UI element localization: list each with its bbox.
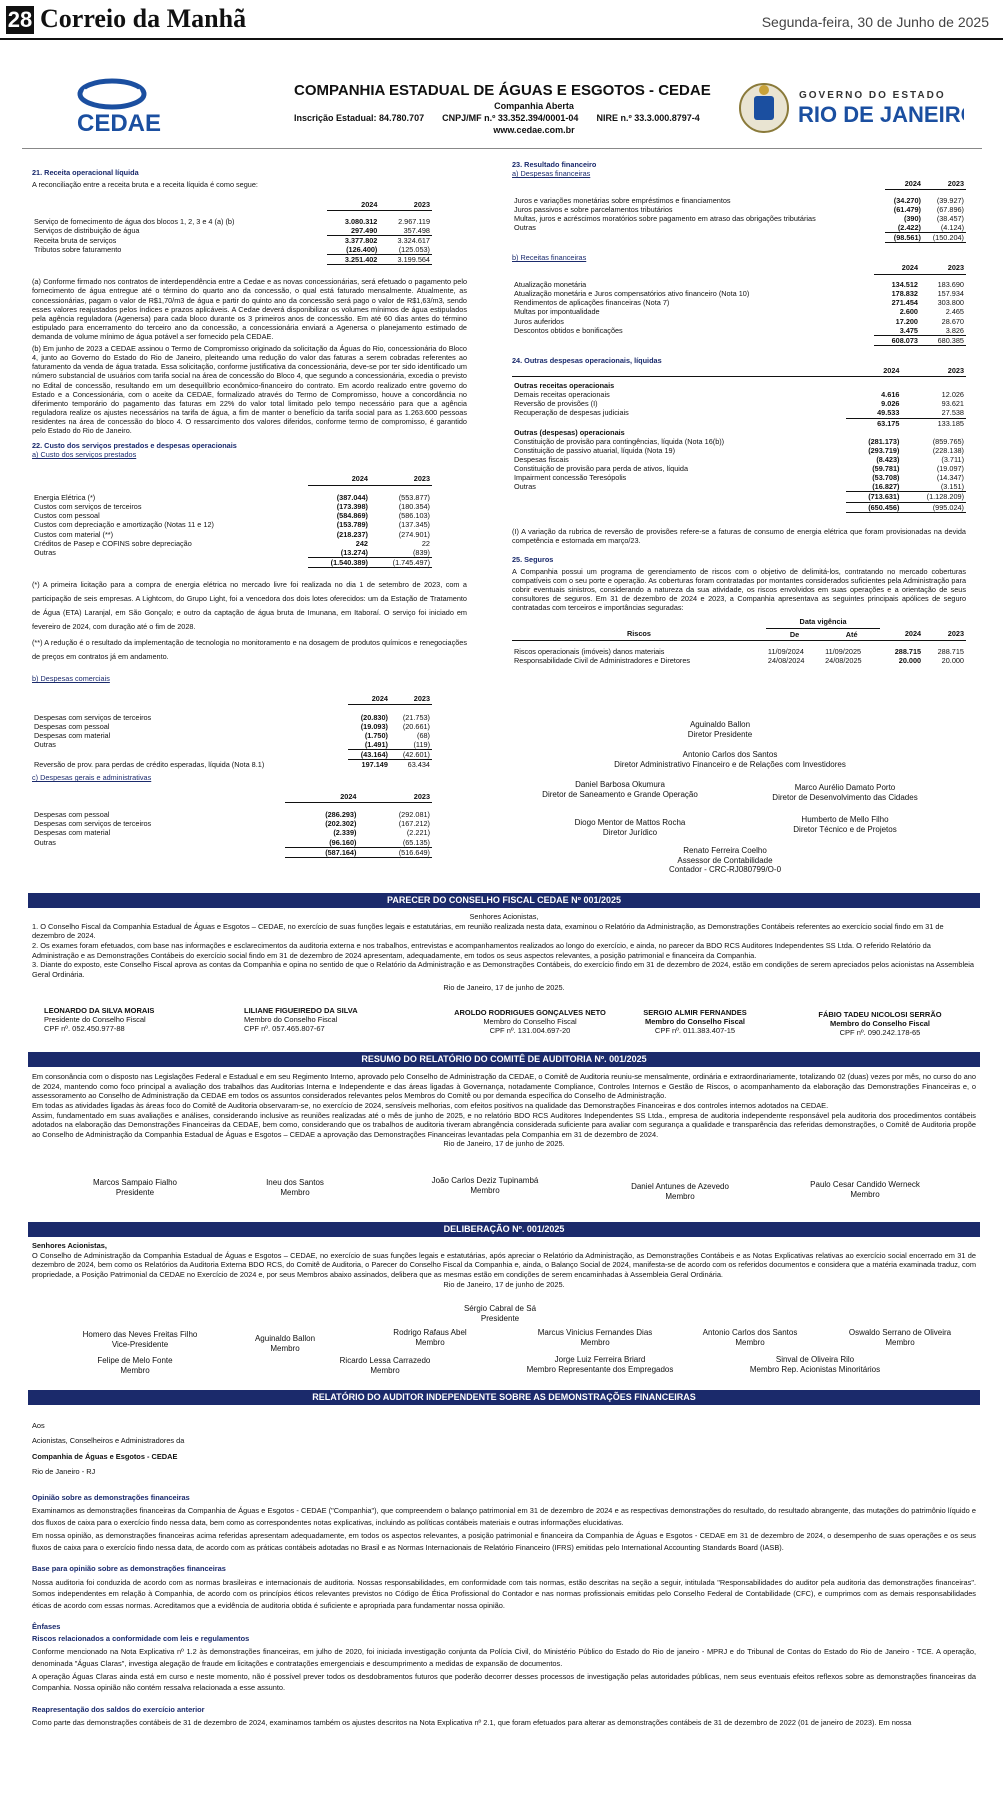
table-row: Serviço de fornecimento de água dos blocos 1, 2, 3 e 4 (a) (b) 3.080.312 2.967.119 xyxy=(34,216,430,226)
year-header: 2024 xyxy=(351,474,368,484)
cnpj: CNPJ/MF n.º 33.352.394/0001-04 xyxy=(442,113,579,123)
signature-block: Marcos Sampaio Fialho Presidente xyxy=(92,1178,178,1197)
newspaper-name: Correio da Manhã xyxy=(40,4,247,33)
signature-block: Renato Ferreira Coelho Assessor de Contabilidade Contador - CRC-RJ080799/O-0 xyxy=(668,846,782,875)
table-row: Outras (16.827) (3.151) xyxy=(514,482,964,492)
year-header: 2023 xyxy=(947,179,964,189)
note22-table-b xyxy=(32,693,432,769)
signature-block: Homero das Neves Freitas Filho Vice-Presidente xyxy=(82,1330,198,1349)
table-row: Outras (2.422) (4.124) xyxy=(514,223,964,233)
table-row: Despesas com pessoal (19.093) (20.661) xyxy=(34,721,430,731)
note23-table-a xyxy=(512,178,966,243)
signature-block: Oswaldo Serrano de Oliveira Membro xyxy=(848,1328,952,1347)
header-rule xyxy=(22,148,982,149)
signature-block: AROLDO RODRIGUES GONÇALVES NETO Membro do Conselho Fiscal CPF nº. 131.004.697-20 xyxy=(454,1008,606,1035)
table-row: Reversão de prov. para perdas de crédito esperadas, líquida (Nota 8.1) 197.149 63.434 xyxy=(34,759,430,770)
table-row: Custos com depreciação e amortização (Notas 11 e 12) (153.789) (137.345) xyxy=(34,520,430,530)
table-row: Outras (96.160) (65.135) xyxy=(34,837,430,847)
company-registry xyxy=(294,113,774,123)
table-row: Constituição de provisão para perda de ativos, líquida (59.781) (19.097) xyxy=(514,464,964,474)
table-row: Juros passivos e sobre parcelamentos tributários (61.479) (67.896) xyxy=(514,204,964,214)
year-header: 2023 xyxy=(413,694,430,704)
deliberacao-greeting: Senhores Acionistas, xyxy=(32,1241,107,1250)
note23-sub-a: a) Despesas financeiras xyxy=(512,169,591,179)
note22-table-c xyxy=(32,791,432,858)
deliberacao-date: Rio de Janeiro, 17 de junho de 2025. xyxy=(443,1279,565,1289)
table-row: (587.164) (516.649) xyxy=(32,847,432,857)
note25-text: A Companhia possui um programa de gerenciamento de riscos com o objetivo de delimitá-los, contratando no mercado coberturas compatíveis com o seu porte e operação. As coberturas foram contratadas por montantes considerados suficientes pela Administração para cobrir eventuais sinistros, considerando a natureza da sua atividade, os riscos envolvidos em suas operações e a orientação de seus consultores de seguros. Em 31 de dezembro de 2024 e 2023, a Companhia apresentava as seguintes principais apólices de seguro contratadas com terceiros e importâncias seguradas: xyxy=(512,566,966,613)
header-center xyxy=(294,82,774,135)
masthead-rule xyxy=(0,38,1003,40)
signature-block: Antonio Carlos dos Santos Membro xyxy=(702,1328,798,1347)
cedae-logo xyxy=(44,76,194,136)
note24-title: 24. Outras despesas operacionais, líquidas xyxy=(512,355,662,365)
year-header: 2023 xyxy=(413,474,430,484)
parecer-greeting: Senhores Acionistas, xyxy=(469,912,539,921)
auditor-para: Nossa auditoria foi conduzida de acordo com as normas brasileiras e internacionais de auditoria. Nossas responsabilidades, em conformidade com tais normas, estão descritas na seção a seguir, intitulada "Responsabilidades do auditor pela auditoria das demonstrações financeiras". Somos independentes em relação à Companhia, de acordo com os princípios éticos relevantes previstos no Código de Ética Profissional do Contador e nas normas profissionais emitidas pelo Conselho Federal de Contabilidade (CFC), e cumprimos com as demais responsabilidades éticas de acordo com essas normas. Acreditamos que a evidência de auditoria obtida é suficiente e apropriada para fundamentar nossa opinião. xyxy=(32,1577,976,1610)
company-header xyxy=(44,76,964,146)
auditor-addr: Rio de Janeiro - RJ xyxy=(32,1467,96,1477)
signature-block: Jorge Luiz Ferreira Briard Membro Representante dos Empregados xyxy=(526,1355,674,1374)
table-row: Despesas com pessoal (286.293) (292.081) xyxy=(34,810,430,820)
nire: NIRE n.º 33.3.000.8797-4 xyxy=(596,113,700,123)
auditor-addr: Companhia de Águas e Esgotos - CEDAE xyxy=(32,1451,178,1461)
note21-table xyxy=(32,199,432,265)
note21-title: 21. Receita operacional líquida xyxy=(32,168,139,177)
signature-block: Antonio Carlos dos Santos Diretor Administrativo Financeiro e de Relações com Investidores xyxy=(614,750,846,769)
left-column xyxy=(32,168,467,858)
signature-block: LEONARDO DA SILVA MORAIS Presidente do Conselho Fiscal CPF nº. 052.450.977-88 xyxy=(44,1006,155,1033)
signature-block: SERGIO ALMIR FERNANDES Membro do Conselho Fiscal CPF nº. 011.383.407-15 xyxy=(643,1008,747,1035)
year-header: 2024 xyxy=(901,263,918,273)
note22-sub-c: c) Despesas gerais e administrativas xyxy=(32,773,152,783)
table-row: Custos com pessoal (584.869) (586.103) xyxy=(34,511,430,521)
table-row: Despesas com material (2.339) (2.221) xyxy=(34,828,430,838)
signature-block: Ineu dos Santos Membro xyxy=(266,1178,324,1197)
auditor-para: A operação Águas Claras ainda está em curso e neste momento, não é possível prever todos os desdobramentos futuros que poderão decorrer desses processos de investigação pelas autoridades públicas, nem seus eventuais efeitos reflexos sobre as demonstrações financeiras da Companhia. Nossa opinião não contém ressalva relacionada a esse assunto. xyxy=(32,1671,976,1693)
gov-line1: GOVERNO DO ESTADO xyxy=(799,90,946,101)
table-row: 3.251.402 3.199.564 xyxy=(32,255,432,265)
auditor-banner: RELATÓRIO DO AUDITOR INDEPENDENTE SOBRE AS DEMONSTRAÇÕES FINANCEIRAS xyxy=(28,1390,980,1405)
note25-title: 25. Seguros xyxy=(512,554,554,564)
auditor-para: Examinamos as demonstrações financeiras da Companhia de Águas e Esgotos - CEDAE ("Companhia"), que compreendem o balanço patrimonial em 31 de dezembro de 2024 e as respectivas demonstrações do resultado, do resultado abrangente, das mutações do patrimônio líquido e dos fluxos de caixa para o exercício findo nessa data, bem como as correspondentes notas explicativas, incluindo as políticas contábeis materiais e outras informações elucidativas. xyxy=(32,1506,976,1527)
comite-para: Em todas as atividades ligadas às áreas foco do Comitê de Auditoria observaram-se, no exercício de 2024, sensíveis melhorias, com efeitos positivos na qualidade das Demonstrações Financeiras e dos controles internos adotados na CEDAE. xyxy=(32,1100,829,1110)
table-row: Tributos sobre faturamento (126.400) (125.053) xyxy=(34,245,430,255)
year-header: 2024 xyxy=(361,200,378,210)
auditor-para: Em nossa opinião, as demonstrações financeiras acima referidas apresentam adequadamente, em todos os aspectos relevantes, a posição patrimonial e financeira da Companhia de Águas e Esgotos - CEDAE em 31 de dezembro de 2024, o desempenho de suas operações e os seus fluxos de caixa para o exercício findo nessa data, de acordo com as práticas contábeis adotadas no Brasil e as Normas Internacionais de Relatório Financeiro (IFRS) emitidas pelo International Accounting Standards Board (IASB). xyxy=(32,1531,976,1552)
year-header: 2024 xyxy=(340,791,357,801)
note24-head2: Outras (despesas) operacionais xyxy=(514,427,625,437)
table-row: Reversão de provisões (I) 9.026 93.621 xyxy=(514,399,964,409)
note22-sub-b: b) Despesas comerciais xyxy=(32,674,110,684)
table-row: Despesas com serviços de terceiros (20.830) (21.753) xyxy=(34,712,430,722)
signature-block: João Carlos Deziz Tupinambá Membro xyxy=(431,1176,539,1195)
year-header: 2024 xyxy=(904,179,921,189)
company-type: Companhia Aberta xyxy=(494,101,574,111)
table-row: Créditos de Pasep e COFINS sobre depreciação 242 22 xyxy=(34,538,430,548)
deliberacao-section xyxy=(32,1241,976,1289)
auditor-heading: Reapresentação dos saldos do exercício anterior xyxy=(32,1704,205,1714)
table-row: Despesas fiscais (8.423) (3.711) xyxy=(514,454,964,464)
note22-footnote-2: (**) A redução é o resultado da implementação de tecnologia no monitoramento e na dosagem de produtos químicos e renegociações de preços em contratos já em andamento. xyxy=(32,638,467,662)
note21-intro: A reconciliação entre a receita bruta e a receita líquida é como segue: xyxy=(32,180,258,190)
signature-block: Daniel Antunes de Azevedo Membro xyxy=(631,1182,729,1201)
table-row: Juros e variações monetárias sobre empréstimos e financiamentos (34.270) (39.927) xyxy=(514,195,964,205)
table-row: Outras (13.274) (839) xyxy=(34,547,430,557)
rj-government-logo xyxy=(734,76,964,140)
auditor-addr: Acionistas, Conselheiros e Administradores da xyxy=(32,1436,185,1446)
auditor-heading: Base para opinião sobre as demonstrações financeiras xyxy=(32,1564,226,1574)
auditor-addr: Aos xyxy=(32,1421,45,1430)
gov-line2: RIO DE JANEIRO xyxy=(798,102,964,127)
list-item: 1. O Conselho Fiscal da Companhia Estadual de Águas e Esgotos – CEDAE, no exercício de suas funções legais e estatutárias, em reunião realizada nesta data, examinou o Relatório da Administração, as Demonstrações Contábeis referentes ao exercício social findo em 31 de dezembro de 2024. xyxy=(32,921,944,941)
table-row: Responsabilidade Civil de Administradores e Diretores 24/08/2024 24/08/2025 20.000 20.000 xyxy=(514,655,964,665)
table-row: Recuperação de despesas judiciais 49.533 27.538 xyxy=(514,408,964,418)
table-row: Despesas com serviços de terceiros (202.302) (167.212) xyxy=(34,819,430,829)
table-row: Outras (1.491) (119) xyxy=(34,740,430,750)
table-row: (650.456) (995.024) xyxy=(512,502,966,512)
table-row: Constituição de passivo atuarial, líquida (Nota 19) (293.719) (228.138) xyxy=(514,445,964,455)
auditor-para: Como parte das demonstrações contábeis de 31 de dezembro de 2024, examinamos também os ajustes descritos na Nota Explicativa nº 2.1, que foram efetuados para alterar as demonstrações contábeis de 31 de dezembro de 2022 (01 de janeiro de 2023). Em nossa xyxy=(32,1718,912,1728)
auditor-para: Conforme mencionado na Nota Explicativa nº 1.2 às demonstrações financeiras, em julho de 2020, foi iniciada investigação conjunta da Polícia Civil, do Ministério Público do Estado do Rio de janeiro - MPRJ e do Tribunal de Contas do Estado do Rio de Janeiro - TCE. A operação, denominada "Águas Claras", investiga alegação de fraude em licitações e contratações emergenciais e descumprimento a medidas de expansão de documentos. xyxy=(32,1647,976,1668)
note23-sub-b: b) Receitas financeiras xyxy=(512,253,587,263)
signature-block: Sinval de Oliveira Rilo Membro Rep. Acionistas Minoritários xyxy=(749,1355,881,1374)
auditor-heading: Opinião sobre as demonstrações financeiras xyxy=(32,1492,190,1502)
right-column xyxy=(512,160,966,665)
year-header: 2024 xyxy=(883,365,900,375)
list-item: 2. Os exames foram efetuados, com base nas informações e esclarecimentos da auditoria externa e nos trabalhos, entrevistas e acompanhamentos realizados ao longo do exercício, e ainda, no parecer da BDO RCS Auditores Independentes SS Ltda. O referido Relatório da Administração e as Demonstrações Contábeis do exercício social findo em 31 de dezembro de 2024 apresentam, adequadamente, em todos os seus aspectos relevantes, a posição patrimonial e financeira da Companhia. xyxy=(32,940,931,960)
note22-title: 22. Custo dos serviços prestados e despesas operacionais xyxy=(32,441,237,451)
signature-block: Rodrigo Rafaus Abel Membro xyxy=(393,1328,467,1347)
parecer-section xyxy=(32,912,976,993)
table-row: (43.164) (42.601) xyxy=(32,750,432,760)
parecer-banner: PARECER DO CONSELHO FISCAL CEDAE Nº 001/2025 xyxy=(28,893,980,908)
comite-section xyxy=(32,1072,976,1149)
cedae-logo-text: CEDAE xyxy=(76,110,162,136)
note22-footnote-1: (*) A primeira licitação para a compra de energia elétrica no mercado livre foi realizada no dia 1 de setembro de 2023, com a participação de seis empresas. A Lightcom, do Grupo Light, foi a vencedora dos dois lotes oferecidos: um da Estação de Tratamento de Água (ETA) Laranjal, em São Gonçalo; e outro da captação de água bruta de Imunana, em Itaboraí. O serviço foi iniciado em fevereiro de 2024, com duração até o fim de 2028. xyxy=(32,579,467,631)
note24-table xyxy=(512,365,966,513)
table-row: Custos com material (**) (218.237) (274.901) xyxy=(34,529,430,539)
table-row: Custos com serviços de terceiros (173.398) (180.354) xyxy=(34,502,430,512)
note22-table-a xyxy=(32,473,432,567)
inscricao: Inscrição Estadual: 84.780.707 xyxy=(294,113,425,123)
table-row: Serviços de distribuição de água 297.490 357.498 xyxy=(34,225,430,235)
table-row: Multas por impontualidade 2.600 2.465 xyxy=(514,307,964,317)
signature-block: Aguinaldo Ballon Diretor Presidente xyxy=(687,720,753,739)
table-row: Receita bruta de serviços 3.377.802 3.324.617 xyxy=(34,235,430,246)
year-header: 2023 xyxy=(413,791,430,801)
signature-block: Sérgio Cabral de Sá Presidente xyxy=(463,1304,537,1323)
comite-para: Assim, fundamentado em suas avaliações e análises, considerando inclusive as reuniões realizadas até o mês de junho de 2025, e no relatório BDO RCS Auditores Independentes SS Ltda., empresa de auditoria independente responsável pela auditoria dos procedimentos contábeis adotados na elaboração das Demonstrações Financeiras da CEDAE, bem como, considerando que os trabalhos de auditoria tiveram abrangência considerada suficiente para avaliar com segurança a qualidade e transparência das referidas demonstrações, o Comitê de Auditoria propõe ao Conselho de Administração da Companhia Estadual de Águas e Esgotos – CEDAE a aprovação das Demonstrações Financeiras levantadas pela Companhia em 31 de dezembro de 2024. xyxy=(32,1110,976,1139)
signature-block: LILIANE FIGUEIREDO DA SILVA Membro do Conselho Fiscal CPF nº. 057.465.807-67 xyxy=(244,1006,358,1033)
table-row: Constituição de provisão para contingências, líquida (Nota 16(b)) (281.173) (859.765) xyxy=(514,436,964,446)
signature-block: Marco Aurélio Damato Porto Diretor de Desenvolvimento das Cidades xyxy=(772,783,918,802)
note24-note-i: (I) A variação da rubrica de reversão de provisões refere-se a faturas de consumo de energia elétrica que foram provisionadas na devida competência e estornada em março/23. xyxy=(512,526,966,545)
parecer-date: Rio de Janeiro, 17 de junho de 2025. xyxy=(443,983,565,993)
masthead xyxy=(0,0,1003,40)
note25-table: Data vigência Riscos De Até 2024 2023 Riscos operacionais (imóveis) danos materiais 11/09/2024 11/09/2025 288.715 288.715 Responsabilidade Civil de Administradores e Diretores 24/08/2024 24/08/2025 20.000 20.000 xyxy=(514,617,964,665)
list-item: 3. Diante do exposto, este Conselho Fiscal aprova as contas da Companhia e opina no sentido de que o Relatório da Administração e as Demonstrações Contábeis, do exercício findo em 31 de dezembro de 2024, estão em condições de serem apreciados pelos acionistas na Assembleia Geral Ordinária. xyxy=(32,960,975,979)
table-row: Multas, juros e acréscimos moratórios sobre pagamento em atraso das obrigações tributárias (390) (38.457) xyxy=(514,214,964,224)
auditor-heading: Riscos relacionados a conformidade com leis e regulamentos xyxy=(32,1633,250,1643)
signature-block: Felipe de Melo Fonte Membro xyxy=(97,1356,173,1375)
signature-block: Diogo Mentor de Mattos Rocha Diretor Jurídico xyxy=(574,818,686,837)
cedae-logo-icon xyxy=(44,76,194,136)
table-row: Juros auferidos 17.200 28.670 xyxy=(514,316,964,326)
table-row: Atualização monetária e Juros compensatórios ativo financeiro (Nota 10) 178.832 157.934 xyxy=(514,289,964,299)
year-header: 2023 xyxy=(947,263,964,273)
table-row: 63.175 133.185 xyxy=(877,418,964,428)
page-number: 28 xyxy=(7,7,33,32)
table-row: Energia Elétrica (*) (387.044) (553.877) xyxy=(34,493,430,503)
website: www.cedae.com.br xyxy=(493,125,575,135)
note23-table-b xyxy=(512,262,966,345)
auditor-heading: Ênfases xyxy=(32,1622,61,1632)
table-row: Demais receitas operacionais 4.616 12.026 xyxy=(514,390,964,400)
table-row: Descontos obtidos e bonificações 3.475 3.826 xyxy=(514,325,964,335)
auditor-section xyxy=(32,1420,976,1731)
company-name: COMPANHIA ESTADUAL DE ÁGUAS E ESGOTOS - CEDAE xyxy=(294,82,711,99)
table-row: (1.540.389) (1.745.497) xyxy=(32,557,432,567)
signature-block: Ricardo Lessa Carrazedo Membro xyxy=(339,1356,431,1375)
year-header: 2023 xyxy=(947,365,964,375)
note21-para-a: (a) Conforme firmado nos contratos de interdependência entre a Cedae e as novas concessionárias, será efetuado o pagamento pelo fornecimento de água entregue até o término do quarto ano da concessão, o qual está faturado mensalmente. Atualmente, as concessionárias, pagam o valor de R$1,70/m3 de água e partir do quinto ano da concessão será pago o valor de R$1,63/m3, sendo esses valores reajustados pelos índices e prazos aplicáveis. A Cedae deverá disponibilizar os volumes mínimos de água estipulados pela agência reguladora (Agenersa) para cada bloco durante os 3 primeiros anos de concessão. Em até 60 dias antes do término estipulado para encerramento do terceiro ano da concessão, a concessionária enviará a Agenersa o planejamento estimado de demanda de volume mínimo de água potável a ser fornecido pela CEDAE. xyxy=(32,277,467,342)
note23-title: 23. Resultado financeiro xyxy=(512,160,597,169)
table-row: 608.073 680.385 xyxy=(512,335,966,345)
note24-head1: Outras receitas operacionais xyxy=(514,381,615,391)
issue-date: Segunda-feira, 30 de Junho de 2025 xyxy=(761,14,989,30)
comite-para: Em consonância com o disposto nas Legislações Federal e Estadual e em seu Regimento Interno, aprovado pelo Conselho de Administração da CEDAE, o Comitê de Auditoria reuniu-se mensalmente, ordinária e extraordinariamente, totalizando 02 (duas) vezes por mês, no curso do ano de 2024, mantendo como foco principal a avaliação dos trabalhos das Auditorias Interna e Independente e das áreas ligadas à Governança, notadamente Compliance, Controles Internos e Gestão de Riscos, o acompanhamento da elaboração das Demonstrações Financeiras e, o assessoramento ao Conselho de Administração da CEDAE em todos os assuntos considerados relevantes pelos Membros do Comitê ou por demanda específica do Conselho de Administração. xyxy=(32,1072,976,1101)
signature-block: Daniel Barbosa Okumura Diretor de Saneamento e Grande Operação xyxy=(542,780,698,799)
comite-date: Rio de Janeiro, 17 de junho de 2025. xyxy=(443,1139,565,1149)
signature-block: Marcus Vinicius Fernandes Dias Membro xyxy=(537,1328,653,1347)
signature-block: Aguinaldo Ballon Membro xyxy=(254,1334,316,1353)
table-row: (713.631) (1.128.209) xyxy=(512,492,966,502)
vigencia-header: Data vigência xyxy=(766,616,880,628)
signature-block: Humberto de Mello Filho Diretor Técnico e de Projetos xyxy=(793,815,897,834)
table-row: Riscos operacionais (imóveis) danos materiais 11/09/2024 11/09/2025 288.715 288.715 xyxy=(514,646,964,656)
table-row: Rendimentos de aplicações financeiras (Nota 7) 271.454 303.800 xyxy=(514,298,964,308)
signature-block: Paulo Cesar Candido Werneck Membro xyxy=(810,1180,920,1199)
table-row: Impairment concessão Teresópolis (53.708) (14.347) xyxy=(514,473,964,483)
signature-block: FÁBIO TADEU NICOLOSI SERRÃO Membro do Conselho Fiscal CPF nº. 090.242.178-65 xyxy=(818,1010,942,1037)
deliberacao-banner: DELIBERAÇÃO Nº. 001/2025 xyxy=(28,1222,980,1237)
year-header: 2023 xyxy=(413,200,430,210)
table-row: (98.561) (150.204) xyxy=(512,233,966,243)
year-header: 2024 xyxy=(371,694,388,704)
note22-sub-a: a) Custo dos serviços prestados xyxy=(32,450,137,460)
note21-para-b: (b) Em junho de 2023 a CEDAE assinou o Termo de Compromisso originado da solicitação da Águas do Rio, concessionária do Bloco 4, junto ao Governo do Estado do Rio de Janeiro, pleiteando uma redução do valor das faturas a serem cobradas referentes ao faturamento da venda de água tratada. Essa solicitação, conforme justificativa da concessionária, deve-se por ter sido identificado um número substancial de usuários com tarifa social na área de concessão do Bloco 4, que segundo a concessionária, excedia o previsto no Edital de concessão, resultando em um desequilíbrio econômico-financeiro do contrato. Em acordo realizado entre governo do Estado e a Concessionária, com o aceite da CEDAE, formalizado através do Termo de Compromisso, houve a concordância no diferimento temporário do pagamento das faturas em 22% do valor total limitado pelo tempo necessário para que a agência reguladora realize os ajustes necessários na tarifa de água, a fim de manter o benefício da tarifa social para as 1.263.600 pessoas residentes na área de concessão do bloco 4. O ressarcimento dos valores diferidos, conforme termo de compromisso, é garantido pelo Estado do Rio de Janeiro. xyxy=(32,344,467,436)
rj-coat-of-arms-icon xyxy=(734,76,964,140)
deliberacao-text: O Conselho de Administração da Companhia Estadual de Águas e Esgotos – CEDAE, no exercício de suas funções legais e estatutárias, após apreciar o Relatório da Administração, as Demonstrações Contábeis e as Notas Explicativas relativas ao exercício social encerrado em 31 de dezembro de 2024, bem como os Relatórios da Auditoria Externa BDO RCS, do Comitê de Auditoria, o Parecer do Conselho Fiscal da Companhia e, ainda, o Balanço Social de 2024, manifesta-se de acordo com os referidos documentos e considera que a matéria examinada traduz, com propriedade, a Posição Patrimonial da CEDAE no Exercício de 2024 e, por seus Membros abaixo assinados, delibera que as mesmas estão em condições de serem encaminhadas à Assembleia Geral Ordinária. xyxy=(32,1250,976,1279)
table-row: Despesas com material (1.750) (68) xyxy=(34,731,430,741)
comite-banner: RESUMO DO RELATÓRIO DO COMITÊ DE AUDITORIA Nº. 001/2025 xyxy=(28,1052,980,1067)
table-row: Atualização monetária 134.512 183.690 xyxy=(514,280,964,290)
